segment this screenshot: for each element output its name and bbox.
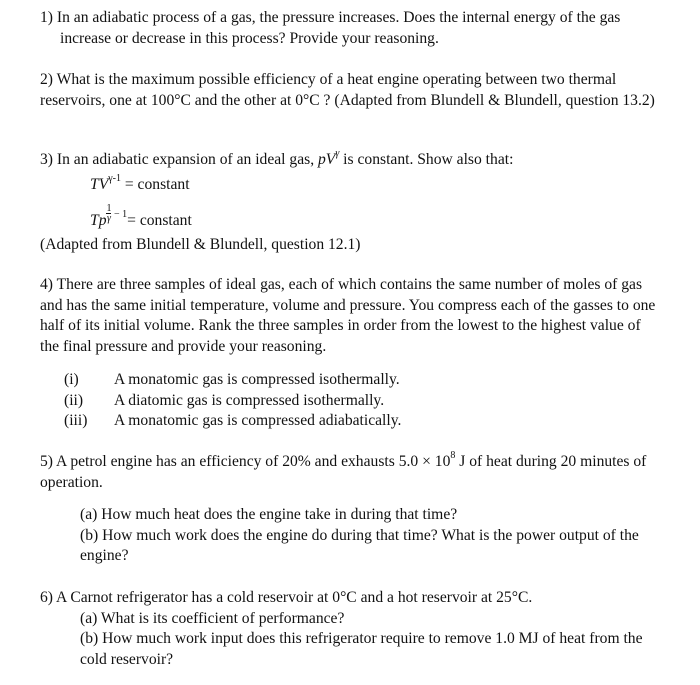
question-4-list <box>64 370 401 432</box>
question-3-intro: 3) In an adiabatic expansion of an ideal gas, $pV^\gamma$ is constant. Show also that: <box>40 148 514 168</box>
question-6a: (a) What is its coefficient of performance? <box>80 609 345 627</box>
list-item: (iii) A monatomic gas is compressed adiabatically. <box>64 412 402 429</box>
equation-2: Tp $\frac{1}{\gamma}$ $^{- 1}$= constant <box>90 203 192 229</box>
question-6 <box>40 588 662 670</box>
question-6b: (b) How much work input does this refrigerator require to remove 1.0 MJ of heat from the cold reservoir? <box>80 630 643 668</box>
question-5b: (b) How much work does the engine do during that time? What is the power output of the engine? <box>80 526 639 564</box>
question-2 <box>40 70 662 111</box>
question-5 <box>40 452 662 493</box>
question-5-text: 5) A petrol engine has an efficiency of 20% and exhausts $5.0 \times 10^8$ J of heat during 20 minutes of operation. <box>40 450 647 491</box>
question-5a: (a) How much heat does the engine take in during that time? <box>80 506 458 523</box>
question-4-text: 4) There are three samples of ideal gas, each of which contains the same number of moles of gas and has the same initial temperature, volume and pressure. You compress each of the gasses to one half of its initial volume. Rank the three samples in order from the lowest to the highest value of the final pressure and provide your reasoning. <box>40 276 656 355</box>
list-item: (ii) A diatomic gas is compressed isothermally. <box>64 391 385 409</box>
list-item: (i) A monatomic gas is compressed isothermally. <box>64 371 400 388</box>
question-2-text: 2) What is the maximum possible efficiency of a heat engine operating between two thermal reservoirs, one at 100°C and the other at 0°C ? (Adapted from Blundell & Blundell, question 13.2) <box>40 71 655 109</box>
equation-1: $TV^{\gamma-1}$ = constant <box>90 173 190 193</box>
question-1-text: 1) In an adiabatic process of a gas, the pressure increases. Does the internal energy of the gas increase or decrease in this process? Provide your reasoning. <box>40 9 621 47</box>
question-4 <box>40 275 662 357</box>
question-5-parts <box>40 505 662 567</box>
exponent-fraction: $\frac{1}{\gamma}$ <box>106 203 112 224</box>
question-3 <box>40 150 662 171</box>
question-1 <box>40 8 662 49</box>
question-6-text: 6) A Carnot refrigerator has a cold reservoir at 0°C and a hot reservoir at 25°C. <box>40 589 533 606</box>
question-3-source: (Adapted from Blundell & Blundell, question 12.1) <box>40 236 361 253</box>
